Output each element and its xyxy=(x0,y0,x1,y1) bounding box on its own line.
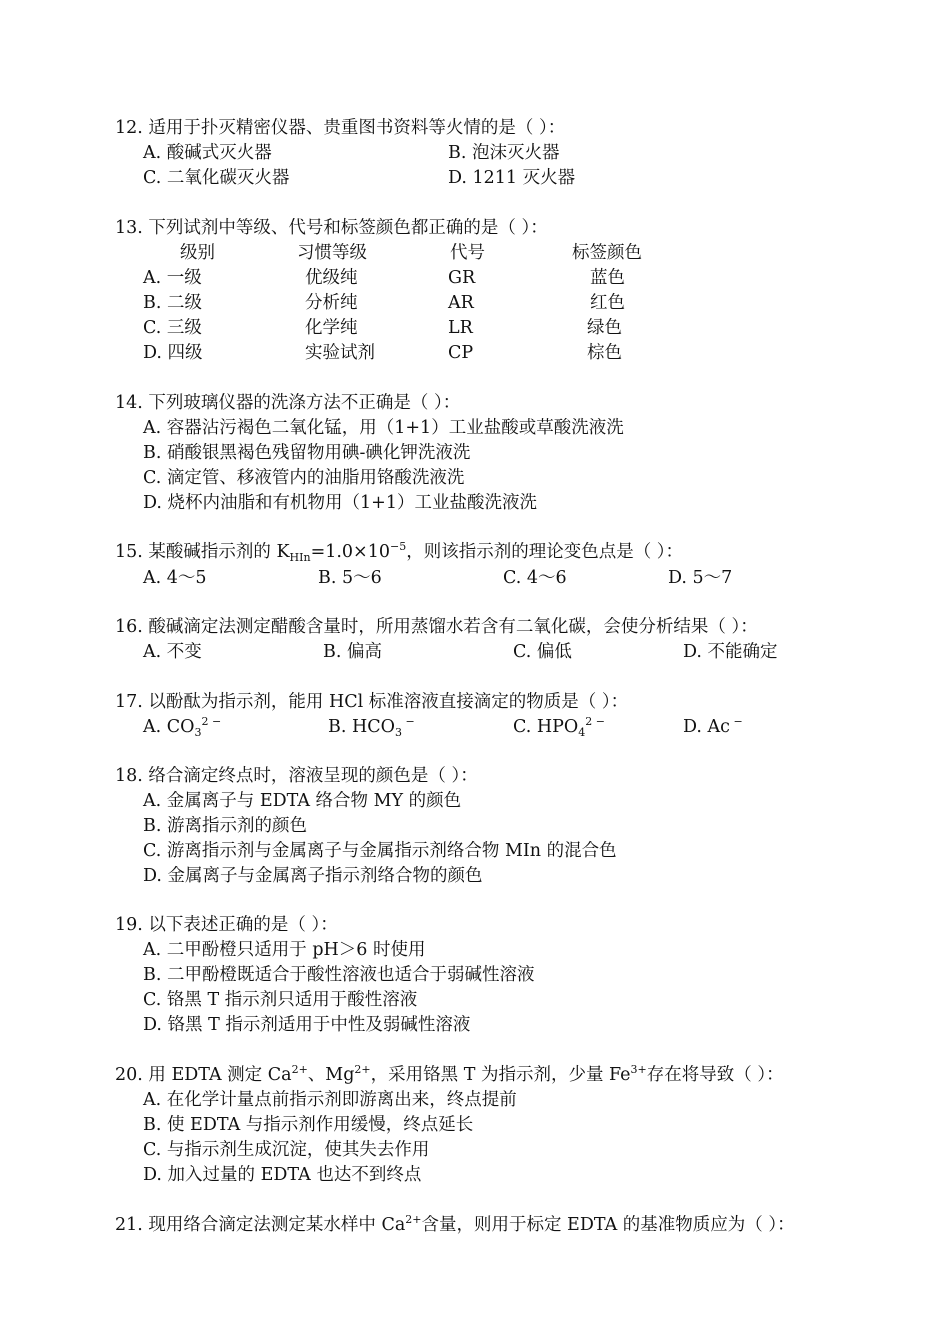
q19-option-b: B. 二甲酚橙既适合于酸性溶液也适合于弱碱性溶液 xyxy=(143,965,535,985)
q17-stem: 17. 以酚酞为指示剂，能用 HCl 标准溶液直接滴定的物质是（ ）： xyxy=(115,692,629,712)
q13-header-custom-grade: 习惯等级 xyxy=(297,243,367,263)
q13-header-code: 代号 xyxy=(450,243,485,263)
q20-option-d: D. 加入过量的 EDTA 也达不到终点 xyxy=(143,1165,422,1185)
q15-option-b: B. 5～6 xyxy=(318,568,382,588)
q19-option-d: D. 铬黑 T 指示剂适用于中性及弱碱性溶液 xyxy=(143,1015,471,1035)
q13-row-a-color: 蓝色 xyxy=(590,268,625,288)
q16-option-d: D. 不能确定 xyxy=(683,642,778,662)
q12-stem: 12. 适用于扑灭精密仪器、贵重图书资料等火情的是（ ）： xyxy=(115,118,566,138)
q15-option-c: C. 4～6 xyxy=(503,568,567,588)
q14-option-a: A. 容器沾污褐色二氧化锰，用（1+1）工业盐酸或草酸洗液洗 xyxy=(143,418,624,438)
q16-option-c: C. 偏低 xyxy=(513,642,572,662)
q20-option-a: A. 在化学计量点前指示剂即游离出来，终点提前 xyxy=(143,1090,517,1110)
q15-option-d: D. 5～7 xyxy=(668,568,733,588)
q14-option-c: C. 滴定管、移液管内的油脂用铬酸洗液洗 xyxy=(143,468,465,488)
q13-header-grade: 级别 xyxy=(180,243,215,263)
q18-stem: 18. 络合滴定终点时，溶液呈现的颜色是（ ）： xyxy=(115,766,478,786)
q13-row-d-grade: D. 四级 xyxy=(143,343,203,363)
q12-option-a: A. 酸碱式灭火器 xyxy=(143,143,272,163)
q15-option-a: A. 4～5 xyxy=(143,568,207,588)
q19-option-c: C. 铬黑 T 指示剂只适用于酸性溶液 xyxy=(143,990,418,1010)
q20-option-c: C. 与指示剂生成沉淀，使其失去作用 xyxy=(143,1140,430,1160)
q16-stem: 16. 酸碱滴定法测定醋酸含量时，所用蒸馏水若含有二氧化碳，会使分析结果（ ）： xyxy=(115,617,758,637)
q12-option-b: B. 泡沫灭火器 xyxy=(448,143,560,163)
q18-option-a: A. 金属离子与 EDTA 络合物 MY 的颜色 xyxy=(143,791,462,811)
q18-option-b: B. 游离指示剂的颜色 xyxy=(143,816,307,836)
q17-option-b: B. $HCO_3$ − xyxy=(328,715,415,739)
q17-option-c: C. $HPO_4^{2 -}$ xyxy=(513,715,605,739)
q14-option-b: B. 硝酸银黑褐色残留物用碘-碘化钾洗液洗 xyxy=(143,443,471,463)
q13-row-c-grade: C. 三级 xyxy=(143,318,202,338)
q13-row-b-code: AR xyxy=(448,293,474,313)
q17-option-a: A. $CO_3^{2 -}$ xyxy=(143,715,222,739)
q21-stem: 21. 现用络合滴定法测定某水样中 $Ca^{2+}$含量，则用于标定 EDTA 的基准物质应为（ ）： xyxy=(115,1213,795,1235)
q16-option-b: B. 偏高 xyxy=(323,642,382,662)
q13-stem: 13. 下列试剂中等级、代号和标签颜色都正确的是（ ）： xyxy=(115,218,548,238)
q20-stem: 20. 用 EDTA 测定 $Ca^{2+}$、$Mg^{2+}$，采用铬黑 T 为指示剂，少量 $Fe^{3+}$存在将导致（ ）： xyxy=(115,1063,784,1085)
q13-row-d-color: 棕色 xyxy=(587,343,622,363)
q14-option-d: D. 烧杯内油脂和有机物用（1+1）工业盐酸洗液洗 xyxy=(143,493,537,513)
q13-row-c-code: LR xyxy=(448,318,473,338)
q18-option-c: C. 游离指示剂与金属离子与金属指示剂络合物 MIn 的混合色 xyxy=(143,841,617,861)
q15-stem: 15. 某酸碱指示剂的 $K_{HIn}=1.0\times 10^{-5}$，则该指示剂的理论变色点是（ ）： xyxy=(115,540,684,564)
q16-option-a: A. 不变 xyxy=(143,642,202,662)
q19-option-a: A. 二甲酚橙只适用于 pH＞6 时使用 xyxy=(143,940,426,960)
q12-option-d: D. 1211 灭火器 xyxy=(448,168,576,188)
q17-option-d: D. Ac − xyxy=(683,715,743,737)
q13-header-label-color: 标签颜色 xyxy=(572,243,642,263)
q13-row-d-code: CP xyxy=(448,343,474,363)
q13-row-b-grade: B. 二级 xyxy=(143,293,202,313)
q14-stem: 14. 下列玻璃仪器的洗涤方法不正确是（ ）： xyxy=(115,393,461,413)
q18-option-d: D. 金属离子与金属离子指示剂络合物的颜色 xyxy=(143,866,483,886)
q13-row-a-custom: 优级纯 xyxy=(305,268,358,288)
q12-option-c: C. 二氧化碳灭火器 xyxy=(143,168,290,188)
q13-row-b-color: 红色 xyxy=(590,293,625,313)
q13-row-a-code: GR xyxy=(448,268,476,288)
q13-row-a-grade: A. 一级 xyxy=(143,268,202,288)
q20-option-b: B. 使 EDTA 与指示剂作用缓慢，终点延长 xyxy=(143,1115,474,1135)
q13-row-d-custom: 实验试剂 xyxy=(305,343,375,363)
q19-stem: 19. 以下表述正确的是（ ）： xyxy=(115,915,338,935)
q13-row-c-custom: 化学纯 xyxy=(305,318,358,338)
q13-row-c-color: 绿色 xyxy=(587,318,622,338)
q13-row-b-custom: 分析纯 xyxy=(305,293,358,313)
